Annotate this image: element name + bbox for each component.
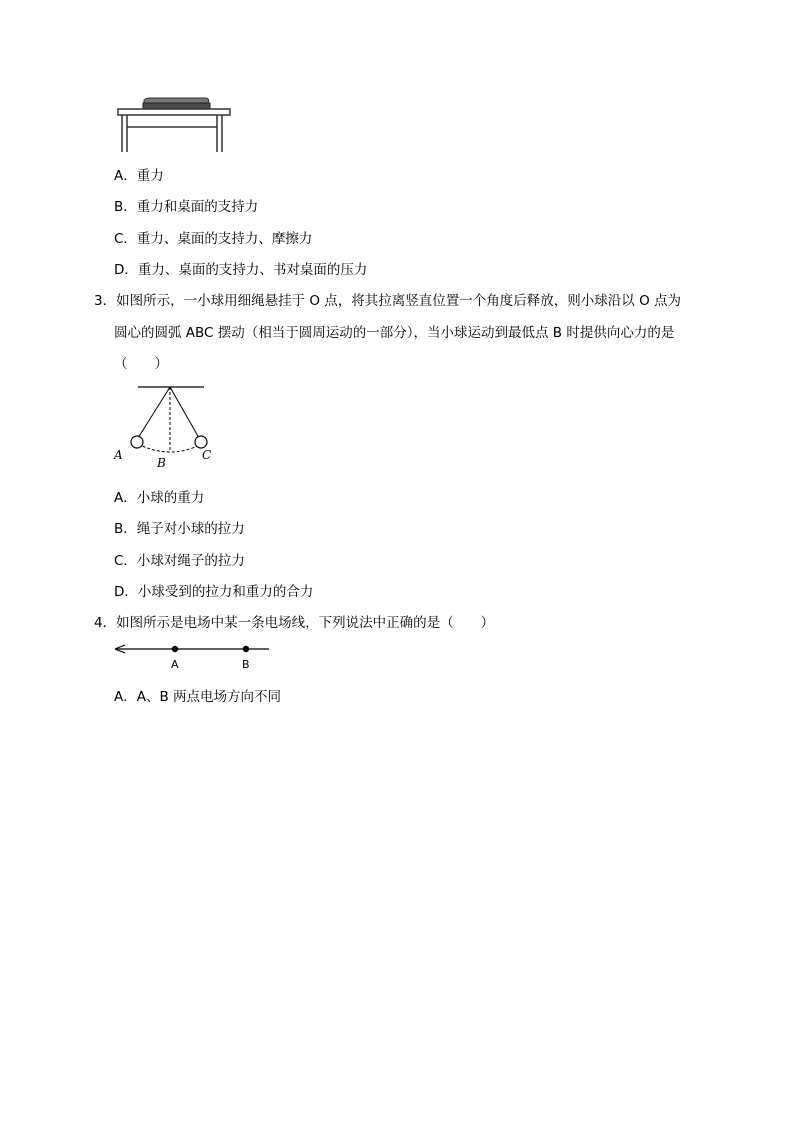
q2-option-a[interactable]: A．重力 [114,168,164,184]
q2-option-b[interactable]: B．重力和桌面的支持力 [114,199,259,215]
field-line-figure [112,640,272,670]
q3-option-c[interactable]: C．小球对绳子的拉力 [114,553,245,569]
pendulum-figure [110,380,220,470]
q3-option-a[interactable]: A．小球的重力 [114,490,205,506]
label-a: A [171,658,179,671]
ball-c [195,436,207,448]
book [143,98,210,109]
ball-a [131,436,143,448]
table [118,109,230,152]
label-c: C [202,448,212,462]
label-a: A [114,448,123,462]
q2-option-c[interactable]: C．重力、桌面的支持力、摩擦力 [114,231,313,247]
label-b: B [242,658,250,671]
q3-option-b[interactable]: B．绳子对小球的拉力 [114,521,245,537]
string-to-c [170,387,199,438]
q4-option-a[interactable]: A．A、B 两点电场方向不同 [114,689,282,705]
q3-stem-line2: 圆心的圆弧 ABC 摆动（相当于圆周运动的一部分），当小球运动到最低点 B 时提供向心力的是 [114,325,675,341]
q3-answer-bracket: （ ） [114,356,168,372]
string-to-a [138,387,170,438]
q2-option-d[interactable]: D．重力、桌面的支持力、书对桌面的压力 [114,262,368,278]
label-b: B [157,456,166,470]
point-b [243,646,249,652]
q3-stem-line1: 3．如图所示，一小球用细绳悬挂于 O 点，将其拉离竖直位置一个角度后释放，则小球沿以 O 点为 [94,293,682,309]
q4-stem-line1: 4．如图所示是电场中某一条电场线，下列说法中正确的是（ ） [94,615,495,631]
q3-option-d[interactable]: D．小球受到的拉力和重力的合力 [114,584,314,600]
book-on-table-figure [110,96,240,156]
point-a [172,646,178,652]
